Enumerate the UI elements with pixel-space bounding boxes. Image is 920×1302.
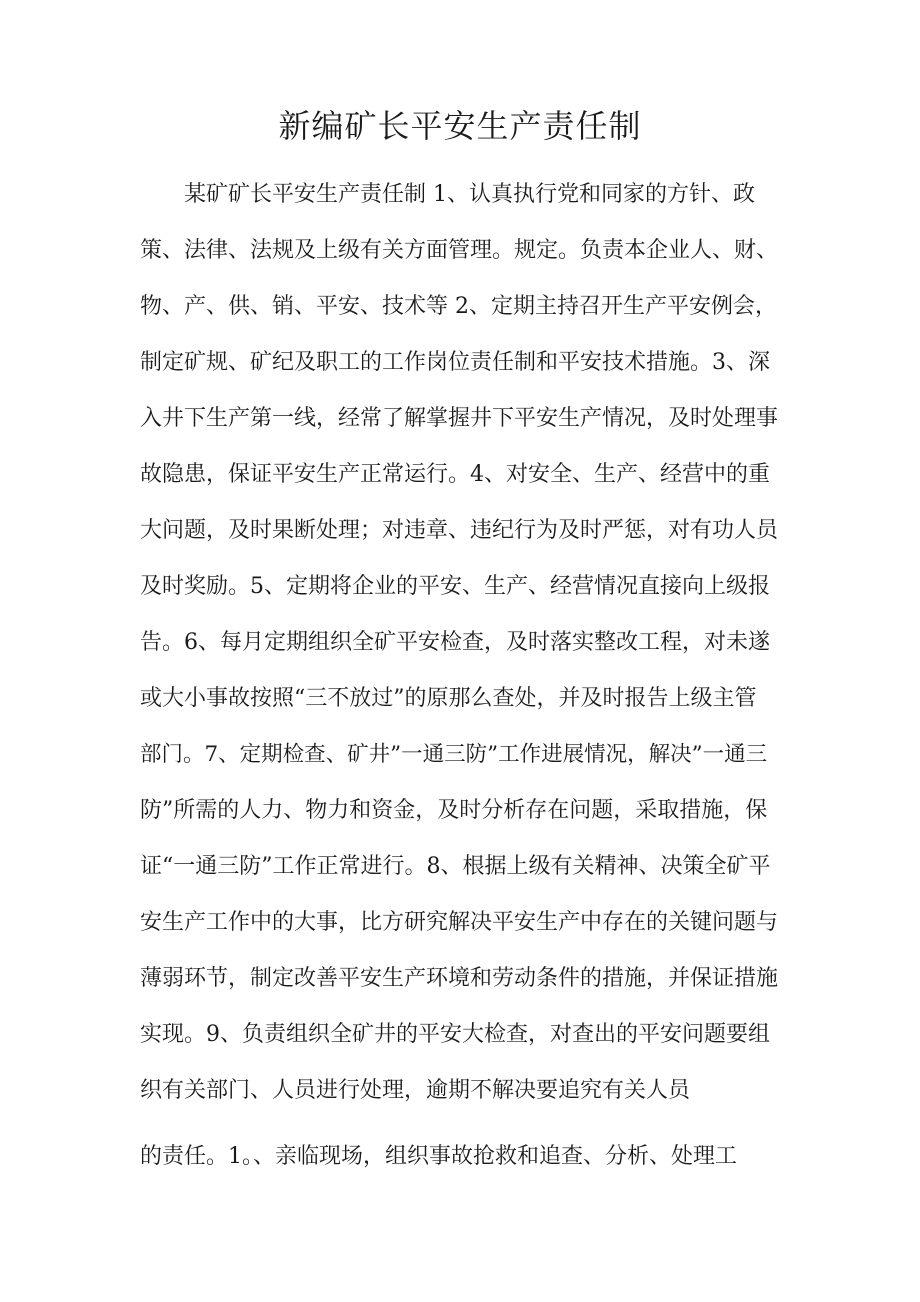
body-line: 物、产、供、销、平安、技术等 2、定期主持召开生产平安例会， [140,294,777,319]
body-line: 制定矿规、矿纪及职工的工作岗位责任制和平安技术措施。3、深 [140,350,770,375]
body-line: 的责任。1。、亲临现场，组织事故抢救和追查、分析、处理工 [140,1144,737,1169]
body-line: 实现。9、负责组织全矿井的平安大检查，对查出的平安问题要组 [140,1022,770,1047]
body-line: 策、法律、法规及上级有关方面管理。规定。负责本企业人、财、 [140,238,779,263]
body-line: 某矿矿长平安生产责任制 1、认真执行党和同家的方针、政 [184,182,755,207]
body-line: 故隐患，保证平安生产正常运行。4、对安全、生产、经营中的重 [140,462,770,487]
document-title: 新编矿长平安生产责任制 [278,107,642,145]
body-line: 织有关部门、人员进行处理，逾期不解决要追究有关人员 [140,1078,691,1103]
body-line: 薄弱环节，制定改善平安生产环境和劳动条件的措施，并保证措施 [140,966,779,991]
body-line: 告。6、每月定期组织全矿平安检查，及时落实整改工程，对未遂 [140,630,770,655]
body-line: 部门。7、定期检查、矿井”一通三防”工作进展情况，解决”一通三 [140,742,768,767]
body-line: 大问题，及时果断处理；对违章、违纪行为及时严惩，对有功人员 [140,518,779,543]
body-line: 及时奖励。5、定期将企业的平安、生产、经营情况直接向上级报 [140,574,770,599]
body-line: 证“一通三防”工作正常进行。8、根据上级有关精神、决策全矿平 [140,854,771,879]
body-line: 或大小事故按照“三不放过”的原那么查处，并及时报告上级主管 [140,686,757,711]
body-line: 入井下生产第一线，经常了解掌握井下平安生产情况，及时处理事 [140,406,779,431]
body-line: 防”所需的人力、物力和资金，及时分析存在问题，采取措施，保 [140,798,768,823]
body-line: 安生产工作中的大事，比方研究解决平安生产中存在的关键问题与 [140,910,779,935]
